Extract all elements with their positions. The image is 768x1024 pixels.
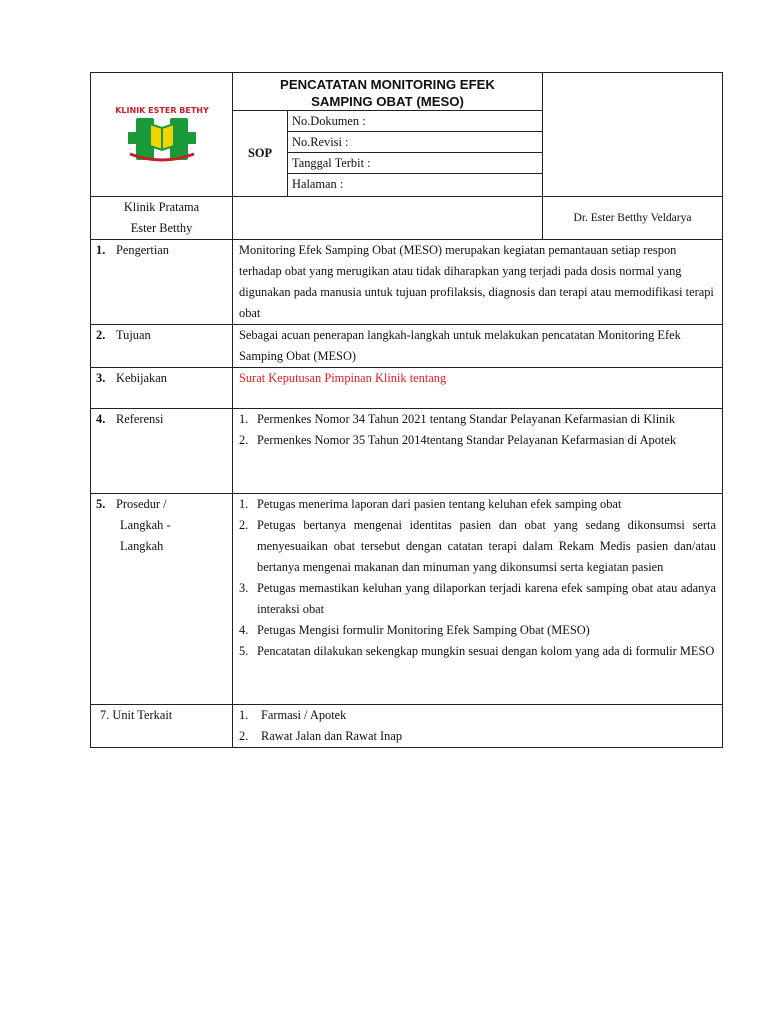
label-text-referensi: Referensi: [116, 412, 164, 426]
num-kebijakan: 3.: [96, 371, 106, 385]
row-referensi: [91, 409, 723, 494]
document-title: [233, 73, 543, 111]
label-unit-terkait: 7. Unit Terkait: [91, 705, 233, 748]
content-tujuan: Sebagai acuan penerapan langkah-langkah untuk melakukan pencatatan Monitoring Efek Samping Obat (MESO): [233, 325, 723, 368]
title-line-2: SAMPING OBAT (MESO): [311, 94, 464, 109]
list-item: [239, 494, 716, 515]
item-text: Farmasi / Apotek: [261, 708, 347, 722]
list-item: [239, 578, 716, 620]
sop-label: SOP: [233, 111, 288, 197]
clinic-name-line-2: Ester Betthy: [130, 221, 193, 235]
signatory-name: Dr. Ester Betthy Veldarya: [543, 197, 723, 240]
label-text-prosedur-2: Langkah -: [120, 518, 171, 532]
num-pengertian: 1.: [96, 243, 106, 257]
clinic-name: [91, 197, 233, 240]
content-kebijakan: Surat Keputusan Pimpinan Klinik tentang: [233, 368, 723, 409]
row-unit-terkait: [91, 705, 723, 748]
label-prosedur: [91, 494, 233, 705]
item-number: 2.: [239, 729, 249, 743]
content-prosedur: [233, 494, 723, 705]
row-tujuan: [91, 325, 723, 368]
list-item: [239, 430, 716, 451]
label-kebijakan: [91, 368, 233, 409]
item-text: Petugas Mengisi formulir Monitoring Efek Samping Obat (MESO): [257, 623, 590, 637]
clinic-logo: [114, 100, 209, 164]
meta-no-revisi: No.Revisi :: [288, 132, 542, 153]
label-pengertian: [91, 240, 233, 325]
content-unit-terkait: [233, 705, 723, 748]
num-referensi: 4.: [96, 412, 106, 426]
item-number: 4.: [239, 623, 249, 637]
clinic-blank: [233, 197, 543, 240]
sop-body-table: [90, 239, 723, 748]
item-number: 5.: [239, 644, 249, 658]
num-prosedur: 5.: [96, 497, 106, 511]
item-number: 2.: [239, 518, 249, 532]
num-tujuan: 2.: [96, 328, 106, 342]
meta-no-dokumen: No.Dokumen :: [288, 111, 542, 132]
list-item: [239, 620, 716, 641]
clinic-name-line-1: Klinik Pratama: [123, 200, 200, 214]
label-text-prosedur-3: Langkah: [120, 539, 164, 553]
title-line-1: PENCATATAN MONITORING EFEK: [280, 77, 495, 92]
item-number: 3.: [239, 581, 249, 595]
list-item: [239, 641, 716, 662]
row-pengertian: [91, 240, 723, 325]
header-right-blank: [543, 73, 723, 197]
document-meta: [288, 111, 543, 197]
item-text: Petugas bertanya mengenai identitas pasien dan obat yang sedang dikonsumsi serta menyesuaikan obat tersebut dengan catatan terapi dalam Rekam Medis pasien dan/atau bertanya mengenai makanan dan minuman yang dikonsumsi serta kegiatan pasien: [257, 518, 716, 574]
sop-document: [90, 72, 722, 748]
item-text: Rawat Jalan dan Rawat Inap: [261, 729, 403, 743]
item-text: Permenkes Nomor 35 Tahun 2014tentang Standar Pelayanan Kefarmasian di Apotek: [257, 433, 677, 447]
list-item: [239, 726, 716, 747]
clinic-logo-cell: [91, 73, 233, 197]
list-item: [239, 409, 716, 430]
sop-header-table: [90, 72, 723, 240]
item-text: Petugas menerima laporan dari pasien tentang keluhan efek samping obat: [257, 497, 622, 511]
item-number: 1.: [239, 708, 249, 722]
label-text-pengertian: Pengertian: [116, 243, 169, 257]
meta-tanggal-terbit: Tanggal Terbit :: [288, 153, 542, 174]
meta-halaman: Halaman :: [292, 177, 344, 191]
item-number: 1.: [239, 497, 249, 511]
logo-text: KLINIK ESTER BETHY: [114, 106, 209, 115]
label-referensi: [91, 409, 233, 494]
list-item: [239, 705, 716, 726]
item-number: 1.: [239, 412, 249, 426]
content-referensi: [233, 409, 723, 494]
item-text: Petugas memastikan keluhan yang dilaporkan terjadi karena efek samping obat atau adanya interaksi obat: [257, 581, 716, 616]
list-item: [239, 515, 716, 578]
label-text-kebijakan: Kebijakan: [116, 371, 167, 385]
row-kebijakan: [91, 368, 723, 409]
row-prosedur: [91, 494, 723, 705]
content-pengertian: Monitoring Efek Samping Obat (MESO) merupakan kegiatan pemantauan setiap respon terhadap obat yang merugikan atau tidak diharapkan yang terjadi pada dosis normal yang digunakan pada manusia untuk tujuan profilaksis, diagnosis dan terapi atau memodifikasi terapi obat: [233, 240, 723, 325]
label-tujuan: [91, 325, 233, 368]
label-text-tujuan: Tujuan: [116, 328, 151, 342]
item-text: Permenkes Nomor 34 Tahun 2021 tentang Standar Pelayanan Kefarmasian di Klinik: [257, 412, 676, 426]
label-text-prosedur-1: Prosedur /: [116, 497, 167, 511]
item-text: Pencatatan dilakukan sekengkap mungkin sesuai dengan kolom yang ada di formulir MESO: [257, 644, 715, 658]
item-number: 2.: [239, 433, 249, 447]
